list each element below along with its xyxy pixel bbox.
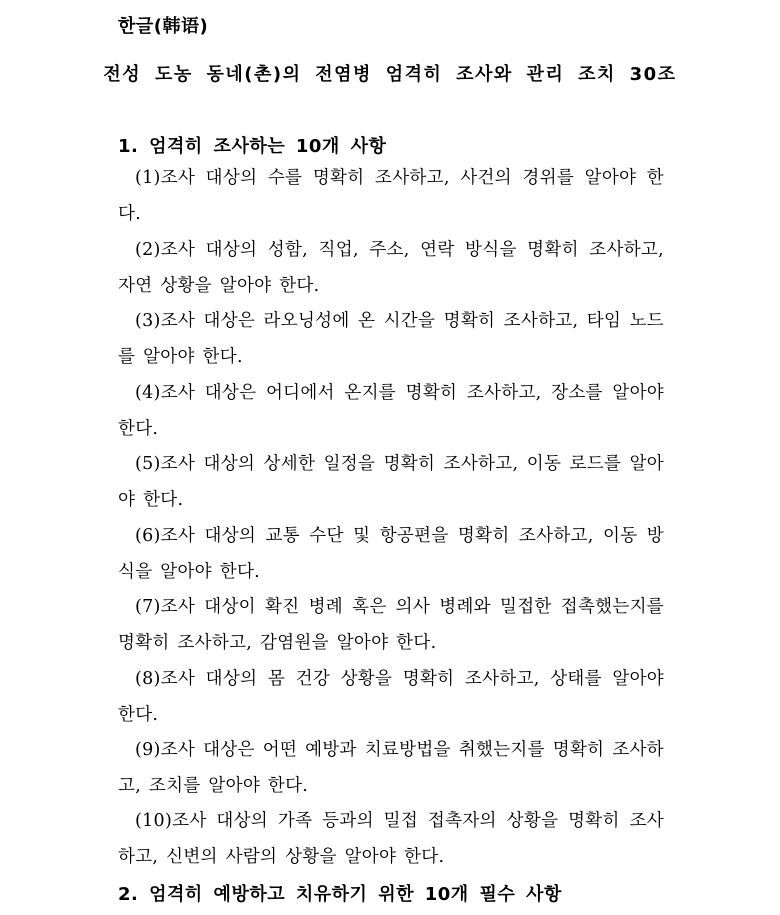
list-item-6: (6)조사 대상의 교통 수단 및 항공편을 명확히 조사하고, 이동 방식을 알아야 한다. [118,526,664,582]
list-item-1: (1)조사 대상의 수를 명확히 조사하고, 사건의 경위를 알아야 한다. [118,168,664,224]
list-item-2: (2)조사 대상의 성함, 직업, 주소, 연락 방식을 명확히 조사하고, 자연 상황을 알아야 한다. [118,240,664,296]
section-2-heading: 2. 엄격히 예방하고 치유하기 위한 10개 필수 사항 [118,884,562,905]
list-item-3: (3)조사 대상은 라오닝성에 온 시간을 명확히 조사하고, 타임 노드를 알아야 한다. [118,311,664,367]
section-1-heading: 1. 엄격히 조사하는 10개 사항 [118,136,387,157]
list-item-9: (9)조사 대상은 어떤 예방과 치료방법을 취했는지를 명확히 조사하고, 조치를 알아야 한다. [118,740,664,796]
list-item-10: (10)조사 대상의 가족 등과의 밀접 접촉자의 상황을 명확히 조사하고, 신변의 사람의 상황을 알아야 한다. [118,811,664,867]
list-item-4: (4)조사 대상은 어디에서 온지를 명확히 조사하고, 장소를 알아야 한다. [118,383,664,439]
language-heading: 한글(韩语) [118,16,209,37]
list-item-7: (7)조사 대상이 확진 병례 혹은 의사 병례와 밀접한 접촉했는지를 명확히 조사하고, 감염원을 알아야 한다. [118,597,664,653]
list-item-5: (5)조사 대상의 상세한 일정을 명확히 조사하고, 이동 로드를 알아야 한다. [118,454,664,510]
document-title: 전성 도농 동네(촌)의 전염병 엄격히 조사와 관리 조치 30조 [103,64,677,85]
list-item-8: (8)조사 대상의 몸 건강 상황을 명확히 조사하고, 상태를 알아야 한다. [118,669,664,725]
